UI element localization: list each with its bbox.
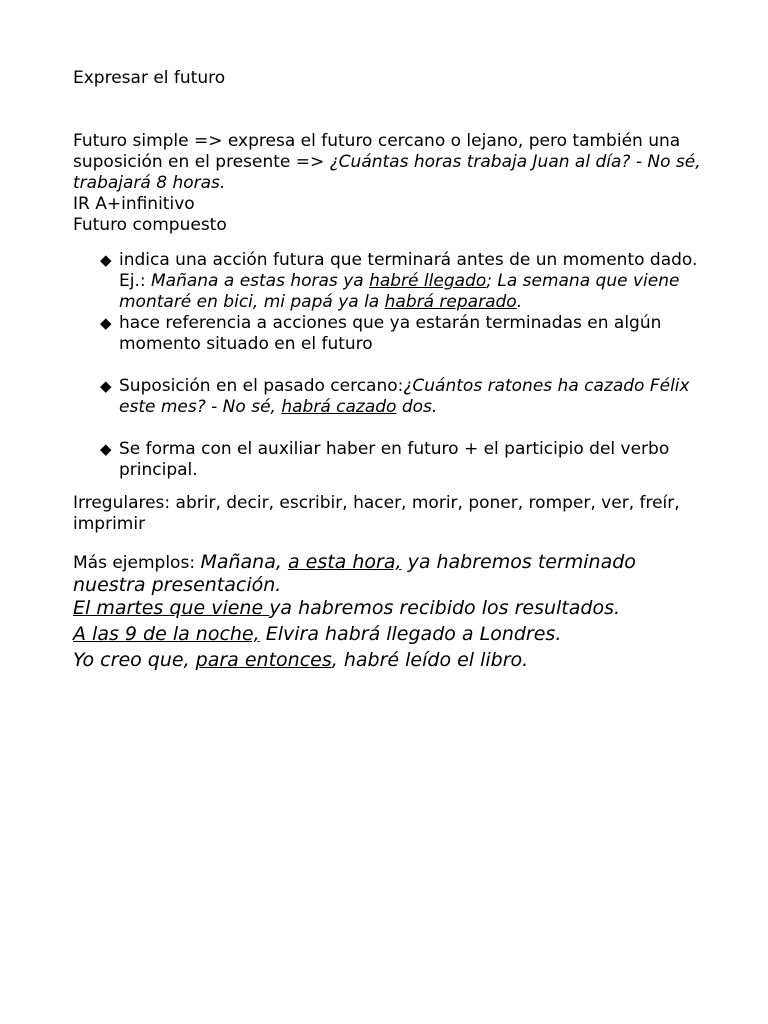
compuesto-bullet-list	[73, 250, 713, 481]
underlined-verb: habrá reparado	[384, 292, 517, 312]
futuro-simple-example: ¿Cuántas horas trabaja Juan al día? - No sé, trabajará 8 horas.	[73, 152, 701, 193]
example-text: ya habremos recibido los resultados.	[269, 597, 621, 619]
bullet-text: Suposición en el pasado cercano:	[119, 376, 404, 396]
bullet-text: indica una acción futura que terminará antes de un momento dado. Ej.:	[119, 250, 698, 291]
underlined-phrase: a esta hora,	[287, 551, 402, 573]
example-text: Mañana,	[200, 551, 288, 573]
underlined-phrase: A las 9 de la noche,	[73, 623, 260, 645]
example-sentence	[73, 597, 713, 619]
bullet-text: Se forma con el auxiliar haber en futuro + el participio del verbo principal.	[119, 439, 670, 480]
example-text: ya habremos terminado nuestra presentación.	[73, 551, 636, 596]
diamond-bullet-icon: ◆	[100, 251, 112, 269]
irregulares-paragraph: Irregulares: abrir, decir, escribir, hacer, morir, poner, romper, ver, freír, imprimir	[73, 493, 680, 534]
list-item	[100, 250, 713, 313]
example-text: .	[516, 292, 523, 312]
ir-a-line: IR A+infinitivo	[73, 194, 195, 214]
bullet-text: hace referencia a acciones que ya estarán terminadas en algún momento situado en el futuro	[119, 313, 662, 354]
example-text: Mañana a estas horas ya	[151, 271, 370, 291]
example-text: ; La semana que viene montaré en bici, mi papá ya la	[119, 271, 680, 312]
bullet-example	[119, 271, 679, 312]
example-text: Yo creo que,	[73, 649, 196, 671]
futuro-simple-paragraph	[73, 131, 713, 194]
example-sentence	[73, 649, 713, 671]
document-title: Expresar el futuro	[73, 68, 226, 88]
diamond-bullet-icon: ◆	[100, 314, 112, 332]
underlined-verb: habrá cazado	[281, 397, 397, 417]
underlined-verb: habré llegado	[369, 271, 487, 291]
underlined-phrase: para entonces	[195, 649, 332, 671]
diamond-bullet-icon: ◆	[100, 377, 112, 395]
diamond-bullet-icon: ◆	[100, 440, 112, 458]
list-item	[100, 376, 713, 418]
example-text: dos.	[396, 397, 438, 417]
example-sentence	[73, 623, 713, 645]
example-text: Elvira habrá llegado a Londres.	[259, 623, 562, 645]
list-item	[100, 439, 713, 481]
list-item	[100, 313, 713, 355]
underlined-phrase: El martes que viene	[73, 597, 270, 619]
example-text: ¿Cuántos ratones ha cazado Félix este mes? - No sé,	[119, 376, 690, 417]
mas-ejemplos-paragraph	[73, 551, 713, 597]
document-page	[73, 68, 713, 671]
mas-ejemplos-label: Más ejemplos:	[73, 553, 201, 573]
futuro-simple-text: Futuro simple => expresa el futuro cercano o lejano, pero también una suposición en el presente =>	[73, 131, 681, 172]
futuro-compuesto-heading: Futuro compuesto	[73, 215, 227, 235]
example-text: , habré leído el libro.	[331, 649, 529, 671]
